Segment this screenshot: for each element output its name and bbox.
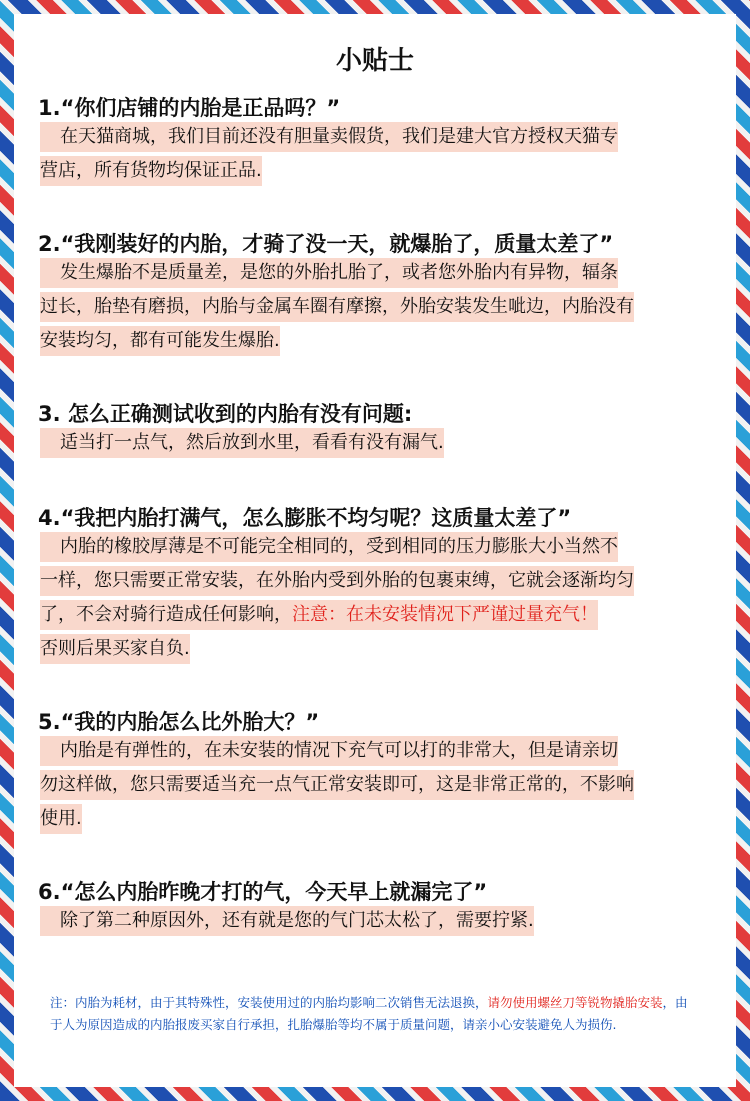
answer-line: 使用.: [40, 804, 82, 834]
faq-answer-5: [40, 736, 634, 838]
faq-question-1: 1.“你们店铺的内胎是正品吗？”: [38, 96, 341, 120]
warning-text: 注意：在未安装情况下严谨过量充气！: [292, 604, 598, 625]
footnote-warning: 请勿使用螺丝刀等锐物撬胎安装: [487, 995, 663, 1010]
footnote: [50, 992, 690, 1036]
faq-question-4: 4.“我把内胎打满气，怎么膨胀不均匀呢？这质量太差了”: [38, 506, 572, 530]
answer-text: 了，不会对骑行造成任何影响，: [40, 604, 292, 625]
content-panel: [14, 14, 736, 1087]
answer-line: 除了第二种原因外，还有就是您的气门芯太松了，需要拧紧.: [40, 906, 534, 936]
faq-answer-2: [40, 258, 634, 360]
faq-answer-4: [40, 532, 634, 668]
answer-line: 否则后果买家自负.: [40, 634, 190, 664]
answer-line: 适当打一点气，然后放到水里，看看有没有漏气.: [40, 428, 444, 458]
answer-line: 营店，所有货物均保证正品.: [40, 156, 262, 186]
answer-line: 一样，您只需要正常安装，在外胎内受到外胎的包裹束缚，它就会逐渐均匀: [40, 566, 634, 596]
page-title: 小贴士: [335, 46, 414, 76]
answer-line: 在天猫商城，我们目前还没有胆量卖假货，我们是建大官方授权天猫专: [40, 122, 618, 152]
answer-line: 勿这样做，您只需要适当充一点气正常安装即可，这是非常正常的，不影响: [40, 770, 634, 800]
answer-line: 安装均匀，都有可能发生爆胎.: [40, 326, 280, 356]
faq-answer-1: [40, 122, 618, 190]
footnote-text: ，由于人为原因造成的内胎报废买家自行承担，扎胎爆胎等均不属于质量问题，请亲小心安装避免人为损伤.: [50, 995, 688, 1032]
footnote-text: 注：内胎为耗材，由于其特殊性，安装使用过的内胎均影响二次销售无法退换，: [50, 995, 488, 1010]
faq-answer-6: [40, 906, 534, 940]
answer-line: 内胎的橡胶厚薄是不可能完全相同的，受到相同的压力膨胀大小当然不: [40, 532, 618, 562]
faq-question-6: 6.“怎么内胎昨晚才打的气，今天早上就漏完了”: [38, 880, 488, 904]
answer-line: [40, 600, 598, 630]
answer-line: 内胎是有弹性的，在未安装的情况下充气可以打的非常大，但是请亲切: [40, 736, 618, 766]
answer-line: 发生爆胎不是质量差，是您的外胎扎胎了，或者您外胎内有异物，辐条: [40, 258, 618, 288]
faq-question-2: 2.“我刚装好的内胎，才骑了没一天，就爆胎了，质量太差了”: [38, 232, 614, 256]
faq-answer-3: [40, 428, 444, 462]
answer-line: 过长，胎垫有磨损，内胎与金属车圈有摩擦，外胎安装发生呲边，内胎没有: [40, 292, 634, 322]
faq-question-5: 5.“我的内胎怎么比外胎大？”: [38, 710, 320, 734]
faq-question-3: 3. 怎么正确测试收到的内胎有没有问题:: [38, 402, 413, 426]
